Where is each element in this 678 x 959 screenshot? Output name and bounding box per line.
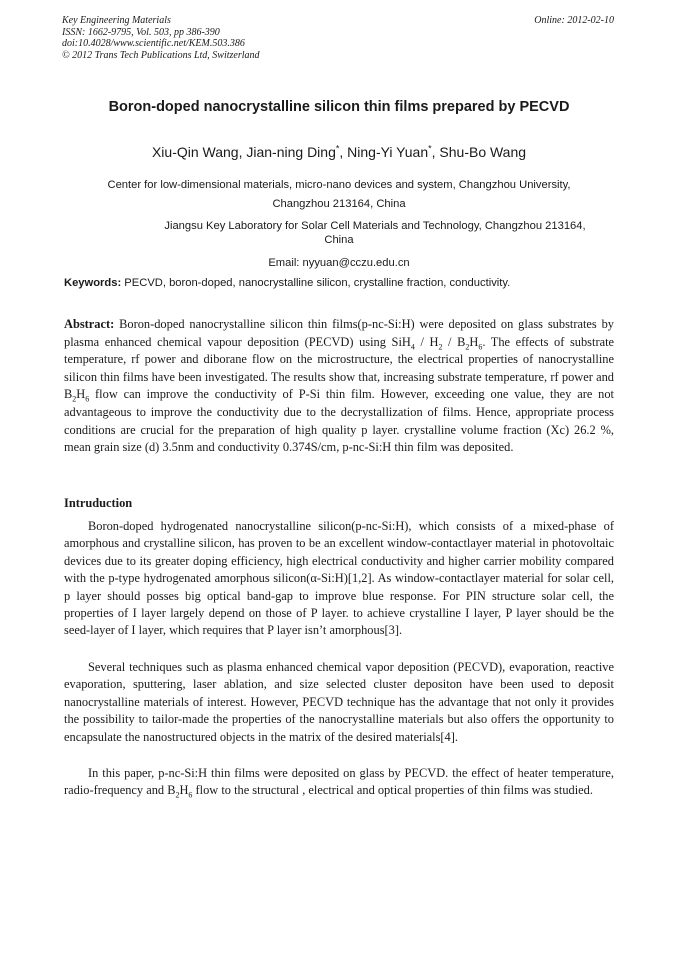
subscript: 2 [465, 342, 470, 352]
subscript: 6 [188, 790, 193, 800]
intro-paragraph-1: Boron-doped hydrogenated nanocrystalline silicon(p-nc-Si:H), which consists of a mixed-phase of amorphous and crystalline silicon, has proven to be an excellent window-contactlayer material in photovoltaic devices due to its greater doping efficiency, high electrical conductivity and higher carrier mobility compared with the p-type hydrogenated amorphous silicon(α-Si:H)[1,2]. As window-contactlayer material for solar cell, p layer should posses big optical band-gap to improve blue response. For PIN structure solar cell, the properties of I layer largely depend on those of P layer. to achieve crystalline I layer, P layer should be the seed-layer of I layer, which requires that P layer isn’t amorphous[3]. [64, 519, 614, 638]
copyright-line: © 2012 Trans Tech Publications Ltd, Switzerland [62, 49, 260, 61]
affiliation-1-line-1: Center for low-dimensional materials, micro-nano devices and system, Changzhou University, [107, 179, 571, 191]
paragraph-text: H [179, 783, 189, 798]
paragraph-text: In this paper, p-nc-Si:H thin films were deposited on glass by PECVD. the effect of heater temperature, radio-frequency and B [64, 766, 614, 798]
author-list: Xiu-Qin Wang, Jian-ning Ding*, Ning-Yi Yuan*, Shu-Bo Wang [151, 143, 527, 160]
subscript: 6 [478, 342, 483, 352]
online-date: Online: 2012-02-10 [534, 15, 614, 26]
author-name: Shu-Bo Wang [439, 144, 527, 160]
abstract-text: / B [442, 334, 466, 349]
author-name: Ning-Yi Yuan [347, 144, 429, 160]
paper-title: Boron-doped nanocrystalline silicon thin films prepared by PECVD [108, 99, 570, 115]
subscript: 2 [175, 790, 180, 800]
keywords [64, 277, 614, 289]
author-name: Jian-ning Ding [246, 144, 336, 160]
affiliation-1-line-2: Changzhou 213164, China [272, 198, 406, 210]
affiliation-2-line-2: China [324, 234, 354, 246]
abstract-label: Abstract: [64, 317, 115, 331]
abstract-text: flow can improve the conductivity of P-Si thin film. However, exceeding one value, they are not advantageous to improve the conductivity due to the decrystallization of films. Hence, appropriate process conditions are crucial for the preparation of high quality p layer. crystalline volume fraction (Xc) 26.2 %, mean grain size (d) 3.5nm and conductivity 0.374S/cm, p-nc-Si:H thin film was deposited. [64, 387, 614, 455]
intro-paragraph-2: Several techniques such as plasma enhanced chemical vapor deposition (PECVD), evaporation, reactive evaporation, sputtering, laser ablation, and size selected cluster depositon have been used to deposit nanocrystalline materials of interest. However, PECVD technique has the advantage that not only it provides the possibility to tailor-made the properties of the nanocrystalline materials but also offers the opportunity to encapsulate the nanostructured objects in the matrix of the desired materials[4]. [64, 660, 614, 744]
abstract-text: H [469, 334, 479, 349]
subscript: 4 [410, 342, 415, 352]
issn-line: ISSN: 1662-9795, Vol. 503, pp 386-390 [62, 26, 220, 38]
contact-email: Email: nyyuan@cczu.edu.cn [268, 257, 410, 269]
journal-header [62, 15, 614, 61]
journal-name: Key Engineering Materials [62, 15, 171, 26]
section-heading: Intruduction [64, 496, 133, 510]
intro-paragraph-3 [64, 765, 614, 800]
affiliation-2-line-1: Jiangsu Key Laboratory for Solar Cell Materials and Technology, Changzhou 213164, [164, 220, 586, 232]
abstract-text: H [76, 387, 86, 402]
abstract-text: / H [414, 334, 439, 349]
subscript: 2 [438, 342, 443, 352]
corresponding-mark: * [335, 143, 340, 154]
corresponding-mark: * [428, 143, 432, 154]
subscript: 2 [72, 394, 77, 404]
author-name: Xiu-Qin Wang [151, 144, 239, 160]
subscript: 6 [85, 394, 90, 404]
abstract-text: . The effects of substrate temperature, rf power and diborane flow on the microstructure, the electrical properties of nanocrystalline silicon thin films have been investigated. The results show that, increasing substrate temperature, rf power and B [64, 334, 615, 402]
paragraph-text: flow to the structural , electrical and optical properties of thin films was studied. [192, 783, 593, 798]
doi-line: doi:10.4028/www.scientific.net/KEM.503.386 [62, 38, 245, 50]
abstract [64, 316, 614, 457]
keywords-label: Keywords: [64, 277, 122, 289]
abstract-text: Boron-doped nanocrystalline silicon thin films(p-nc-Si:H) were deposited on glass substrates by plasma enhanced chemical vapour deposition (PECVD) using SiH [64, 317, 614, 349]
keywords-text: PECVD, boron-doped, nanocrystalline silicon, crystalline fraction, conductivity. [121, 277, 511, 289]
